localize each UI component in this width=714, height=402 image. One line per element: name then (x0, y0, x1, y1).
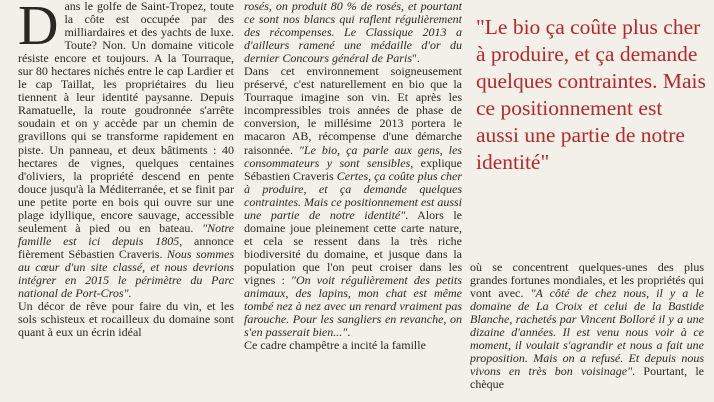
article-paragraph (244, 0, 462, 65)
article-quote: "Le bio, ça parle aux gens, les consommateurs y sont sensibles, (244, 142, 462, 170)
article-text: Dans cet environnement soigneusement préservé, c'est naturellement en bio que la Tourraque imagine son vin. Et après les incompressibles trois années de phase de conversion, le millésime 2013 portera le macaron AB, récompense d'une démarche raisonnée. (244, 64, 462, 157)
article-text: . Alors le domaine joue pleinement cette carte nature, et cela se ressent dans la très riche biodiversité du domaine, et jusque dans la population que l'on peut croiser dans les vignes : (244, 207, 462, 287)
article-quote: Certes, ça coûte plus cher à produire, et ça demande quelques contraintes. Mais ce positionnement est aussi une partie de notre identité" (244, 168, 462, 222)
article-column-3 (470, 0, 704, 402)
article-text: où se concentrent quelques-unes des plus grandes fortunes mondiales, et les propriétés qui vont avec. (470, 260, 704, 301)
article-column-2 (244, 0, 462, 402)
article-text: annonce fièrement Sébastien Craveris. (18, 233, 234, 261)
article-quote: Nous sommes au cœur d'un site classé, et nous devrions intégrer en 2015 le périmètre du Parc national de Port-Cros". (18, 246, 234, 301)
article-text: explique Sébastien Craveris (244, 155, 462, 183)
article-text: . Pourtant, le chèque (470, 364, 704, 392)
article-paragraph (244, 65, 462, 339)
article-paragraph (470, 261, 704, 391)
article-quote: "On voit régulièrement des petits animaux, des lapins, mon chat est même tombé nez à nez avec un renard vraiment pas farouche. Pour les sangliers en revanche, on s'en passerait bien..." (244, 272, 462, 340)
article-column-3-body (470, 261, 704, 391)
pull-quote: "Le bio ça coûte plus cher à produire, et ça demande quelques contraintes. Mais ce positionnement est aussi une partie de notre identité" (476, 15, 706, 174)
article-column-1 (18, 0, 234, 402)
article-quote: rosés, on produit 80 % de rosés, et pourtant ce sont nos blancs qui raflent régulièrement des récompenses. Le Classique 2013 a d'ailleurs ramené une médaille d'or du dernier Concours général de Paris (244, 0, 462, 66)
article-text: ans le golfe de Saint-Tropez, toute la côte est occupée par des milliardaires et des yachts de luxe. Toute? Non. Un domaine viticole résiste encore et toujours. A la Tourraque, sur 80 hectares nichés entre le cap Lardier et le cap Taillat, les propriétaires du lieu tiennent à leur identité paysanne. Depuis Ramatuelle, la route goudronnée s'arrête soudain et on y accède par un chemin de gravillons qui se transforme rapidement en piste. Un panneau, et deux bâtiments : 40 hectares de vignes, quelques centaines d'oliviers, la propriété descend en pente douce jusqu'à la Méditerranée, et se finit par une petite porte en bois qui ouvre sur une plage idyllique, encore sauvage, accessible seulement à pied ou en bateau. (18, 0, 234, 235)
drop-cap: D (18, 0, 59, 57)
article-text: . (347, 325, 351, 340)
article-paragraph: Ce cadre champêtre a incité la famille (244, 338, 426, 353)
article-paragraph (18, 0, 234, 300)
article-text: ". (411, 51, 420, 66)
article-quote: "A côté de chez nous, il y a le domaine de La Croix et celui de la Bastide Blanche, rachetés par Vincent Bolloré il y a une dizaine d'années. Il est venu nous voir à ce moment, il voulait s'agrandir et nous a fait une proposition. Mais on a refusé. Et depuis nous vivons en très bon voisinage" (470, 286, 704, 379)
article-quote: "Notre famille est ici depuis 1805, (18, 220, 234, 248)
article-paragraph: Un décor de rêve pour faire du vin, et les sols schisteux et rocailleux du domaine sont quant à eux un écrin idéal (18, 299, 234, 340)
